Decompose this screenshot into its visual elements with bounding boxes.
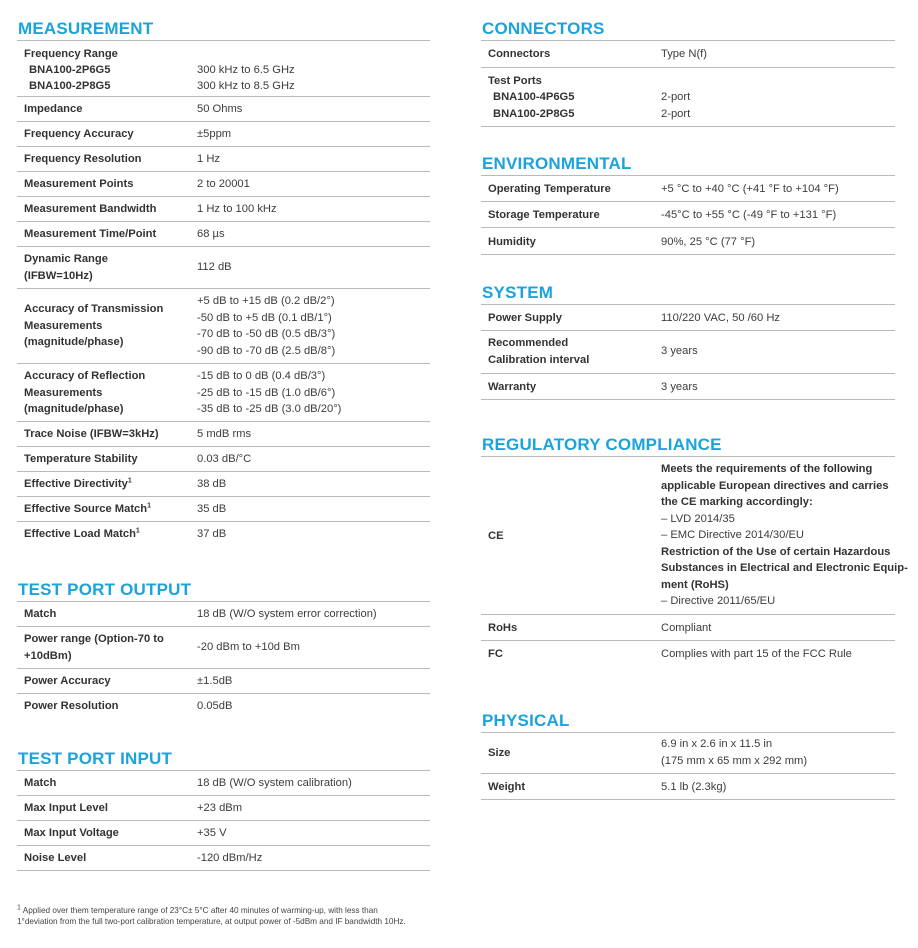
warranty-row bbox=[481, 374, 895, 400]
weight-value: 5.1 lb (2.3kg) bbox=[661, 781, 727, 793]
max-input-voltage-value: +35 V bbox=[197, 827, 227, 839]
temperature-stability-row bbox=[17, 447, 430, 472]
dynamic-range-label bbox=[24, 251, 108, 284]
footnote-marker: 1 bbox=[147, 502, 152, 510]
model-label: BNA100-2P8G5 bbox=[29, 80, 111, 92]
label-line: Recommended bbox=[488, 337, 569, 349]
trace-noise-label: Trace Noise (IFBW=3kHz) bbox=[24, 428, 159, 440]
label-line: +10dBm) bbox=[24, 649, 72, 662]
system-title: SYSTEM bbox=[481, 282, 895, 305]
calibration-interval-value: 3 years bbox=[661, 345, 698, 357]
dynamic-range-value: 112 dB bbox=[197, 261, 232, 273]
label-line: Measurements bbox=[24, 386, 103, 399]
transmission-accuracy-values bbox=[197, 293, 335, 359]
label-line: (IFBW=10Hz) bbox=[24, 269, 93, 282]
connectors-title: CONNECTORS bbox=[481, 18, 895, 41]
ce-row bbox=[481, 457, 908, 615]
model-value: 300 kHz to 8.5 GHz bbox=[197, 80, 295, 92]
effective-load-match-label bbox=[24, 526, 140, 543]
frequency-accuracy-label: Frequency Accuracy bbox=[24, 128, 134, 140]
weight-label: Weight bbox=[488, 781, 526, 793]
humidity-row bbox=[481, 228, 895, 255]
power-range-row bbox=[17, 627, 430, 669]
value-line: -90 dB to -70 dB (2.5 dB/8°) bbox=[197, 344, 336, 357]
measurement-points-value: 2 to 20001 bbox=[197, 178, 250, 190]
footnote bbox=[17, 906, 417, 927]
rohs-row bbox=[481, 615, 895, 641]
effective-load-match-row bbox=[17, 522, 430, 546]
footnote-text: Applied over them temperature range of 23°C± 5°C after 40 minutes of warming-up, with less than 1°deviation from the full two-port calibration temperature, at output power of -5dBm and IF bandwidth 10Hz. bbox=[17, 906, 406, 926]
ce-line: applicable European directives and carries bbox=[661, 479, 889, 492]
ce-label: CE bbox=[488, 530, 504, 542]
max-input-level-value: +23 dBm bbox=[197, 802, 243, 814]
frequency-resolution-row bbox=[17, 147, 430, 172]
calibration-interval-label bbox=[488, 335, 589, 368]
frequency-range-row bbox=[17, 41, 430, 97]
transmission-accuracy-label bbox=[24, 301, 163, 351]
connectors-row bbox=[481, 41, 895, 68]
power-range-label bbox=[24, 631, 164, 664]
power-supply-value: 110/220 VAC, 50 /60 Hz bbox=[661, 312, 780, 324]
trace-noise-value: 5 mdB rms bbox=[197, 428, 252, 440]
storage-temperature-row bbox=[481, 202, 895, 228]
impedance-row bbox=[17, 97, 430, 122]
ce-line: – Directive 2011/65/EU bbox=[661, 595, 776, 607]
system-section bbox=[481, 282, 895, 400]
label-text: Effective Directivity bbox=[24, 478, 128, 490]
noise-level-label: Noise Level bbox=[24, 852, 87, 864]
match-row bbox=[17, 771, 430, 796]
effective-directivity-label bbox=[24, 476, 132, 493]
label-line: (magnitude/phase) bbox=[24, 336, 124, 348]
rohs-value: Compliant bbox=[661, 622, 712, 634]
footnote-marker: 1 bbox=[135, 527, 140, 535]
label-text: Effective Source Match bbox=[24, 503, 148, 515]
label-line: Accuracy of Transmission bbox=[24, 303, 164, 315]
power-resolution-value: 0.05dB bbox=[197, 700, 233, 712]
max-input-voltage-label: Max Input Voltage bbox=[24, 827, 119, 839]
connectors-label: Connectors bbox=[488, 48, 551, 60]
ce-line: – LVD 2014/35 bbox=[661, 512, 735, 525]
fc-row bbox=[481, 641, 895, 666]
frequency-resolution-value: 1 Hz bbox=[197, 153, 221, 165]
frequency-resolution-label: Frequency Resolution bbox=[24, 153, 142, 165]
label-line: (magnitude/phase) bbox=[24, 403, 124, 415]
connectors-value: Type N(f) bbox=[661, 48, 708, 60]
value-line: -50 dB to +5 dB (0.1 dB/1°) bbox=[197, 311, 332, 324]
model-label: BNA100-2P6G5 bbox=[29, 64, 111, 76]
temperature-stability-value: 0.03 dB/°C bbox=[197, 453, 252, 465]
environmental-section bbox=[481, 153, 895, 255]
frequency-range-label: Frequency Range bbox=[24, 48, 118, 60]
measurement-section bbox=[17, 18, 430, 546]
match-value: 18 dB (W/O system error correction) bbox=[197, 608, 377, 620]
transmission-accuracy-row bbox=[17, 289, 430, 364]
test-ports-row bbox=[481, 68, 895, 127]
test-port-output-title: TEST PORT OUTPUT bbox=[17, 579, 430, 602]
humidity-value: 90%, 25 °C (77 °F) bbox=[661, 236, 756, 248]
impedance-label: Impedance bbox=[24, 103, 83, 115]
match-label: Match bbox=[24, 608, 57, 620]
label-line: Dynamic Range bbox=[24, 253, 108, 265]
measurement-points-row bbox=[17, 172, 430, 197]
effective-source-match-label bbox=[24, 501, 151, 518]
environmental-title: ENVIRONMENTAL bbox=[481, 153, 895, 176]
calibration-interval-row bbox=[481, 331, 895, 374]
operating-temperature-label: Operating Temperature bbox=[488, 183, 611, 195]
physical-title: PHYSICAL bbox=[481, 710, 895, 733]
temperature-stability-label: Temperature Stability bbox=[24, 453, 138, 465]
ce-line: ment (RoHS) bbox=[661, 578, 729, 591]
ce-line: Substances in Electrical and Electronic Equip- bbox=[661, 562, 908, 574]
effective-directivity-row bbox=[17, 472, 430, 497]
measurement-time-value: 68 µs bbox=[197, 228, 225, 240]
label-text: Effective Load Match bbox=[24, 528, 136, 540]
ce-line: Meets the requirements of the following bbox=[661, 463, 873, 475]
noise-level-value: -120 dBm/Hz bbox=[197, 852, 263, 864]
power-resolution-row bbox=[17, 694, 430, 718]
frequency-accuracy-row bbox=[17, 122, 430, 147]
max-input-level-label: Max Input Level bbox=[24, 802, 108, 814]
power-range-value: -20 dBm to +10d Bm bbox=[197, 641, 300, 653]
measurement-bandwidth-row bbox=[17, 197, 430, 222]
measurement-time-row bbox=[17, 222, 430, 247]
value-line: 6.9 in x 2.6 in x 11.5 in bbox=[661, 738, 773, 750]
size-label: Size bbox=[488, 747, 511, 759]
power-resolution-label: Power Resolution bbox=[24, 700, 119, 712]
footnote-marker: 1 bbox=[17, 904, 21, 912]
ce-line: the CE marking accordingly: bbox=[661, 496, 813, 508]
value-line: (175 mm x 65 mm x 292 mm) bbox=[661, 754, 808, 767]
regulatory-compliance-title: REGULATORY COMPLIANCE bbox=[481, 434, 895, 457]
value-line: +5 dB to +15 dB (0.2 dB/2°) bbox=[197, 295, 335, 307]
storage-temperature-value: -45°C to +55 °C (-49 °F to +131 °F) bbox=[661, 209, 837, 221]
label-line: Measurements bbox=[24, 319, 103, 332]
weight-row bbox=[481, 774, 895, 800]
test-port-output-section bbox=[17, 579, 430, 718]
power-supply-row bbox=[481, 305, 895, 331]
size-row bbox=[481, 733, 895, 774]
noise-level-row bbox=[17, 846, 430, 871]
ce-line: Restriction of the Use of certain Hazardous bbox=[661, 545, 891, 558]
storage-temperature-label: Storage Temperature bbox=[488, 209, 600, 221]
model-label: BNA100-2P8G5 bbox=[493, 108, 575, 120]
impedance-value: 50 Ohms bbox=[197, 103, 243, 115]
regulatory-compliance-section bbox=[481, 434, 908, 666]
test-port-input-section bbox=[17, 748, 430, 871]
frequency-accuracy-value: ±5ppm bbox=[197, 128, 232, 140]
test-ports-label: Test Ports bbox=[488, 75, 542, 87]
label-line: Accuracy of Reflection bbox=[24, 370, 146, 382]
power-accuracy-value: ±1.5dB bbox=[197, 675, 233, 687]
effective-source-match-row bbox=[17, 497, 430, 522]
effective-load-match-value: 37 dB bbox=[197, 528, 227, 540]
connectors-section bbox=[481, 18, 895, 127]
measurement-time-label: Measurement Time/Point bbox=[24, 228, 157, 240]
value-line: -35 dB to -25 dB (3.0 dB/20°) bbox=[197, 403, 342, 415]
reflection-accuracy-label bbox=[24, 368, 145, 418]
match-row bbox=[17, 602, 430, 627]
measurement-bandwidth-value: 1 Hz to 100 kHz bbox=[197, 203, 277, 215]
power-supply-label: Power Supply bbox=[488, 312, 562, 324]
effective-directivity-value: 38 dB bbox=[197, 478, 227, 490]
operating-temperature-row bbox=[481, 176, 895, 202]
physical-section bbox=[481, 710, 895, 800]
model-label: BNA100-4P6G5 bbox=[493, 91, 575, 103]
label-line: Power range (Option-70 to bbox=[24, 633, 164, 645]
model-value: 2-port bbox=[661, 108, 691, 120]
reflection-accuracy-row bbox=[17, 364, 430, 422]
footnote-marker: 1 bbox=[127, 477, 132, 485]
value-line: -25 dB to -15 dB (1.0 dB/6°) bbox=[197, 386, 336, 399]
humidity-label: Humidity bbox=[488, 236, 536, 248]
max-input-level-row bbox=[17, 796, 430, 821]
fc-label: FC bbox=[488, 648, 503, 660]
trace-noise-row bbox=[17, 422, 430, 447]
ce-requirements bbox=[661, 461, 908, 610]
fc-value: Complies with part 15 of the FCC Rule bbox=[661, 648, 852, 660]
max-input-voltage-row bbox=[17, 821, 430, 846]
measurement-bandwidth-label: Measurement Bandwidth bbox=[24, 203, 157, 215]
value-line: -15 dB to 0 dB (0.4 dB/3°) bbox=[197, 370, 326, 382]
power-accuracy-row bbox=[17, 669, 430, 694]
warranty-value: 3 years bbox=[661, 381, 698, 393]
reflection-accuracy-values bbox=[197, 368, 341, 418]
match-value: 18 dB (W/O system calibration) bbox=[197, 777, 352, 789]
measurement-points-label: Measurement Points bbox=[24, 178, 134, 190]
value-line: -70 dB to -50 dB (0.5 dB/3°) bbox=[197, 328, 336, 340]
dynamic-range-row bbox=[17, 247, 430, 289]
model-value: 2-port bbox=[661, 91, 691, 103]
match-label: Match bbox=[24, 777, 57, 789]
rohs-label: RoHs bbox=[488, 622, 518, 634]
power-accuracy-label: Power Accuracy bbox=[24, 675, 111, 687]
label-line: Calibration interval bbox=[488, 353, 590, 366]
ce-line: – EMC Directive 2014/30/EU bbox=[661, 529, 805, 541]
model-value: 300 kHz to 6.5 GHz bbox=[197, 64, 295, 76]
effective-source-match-value: 35 dB bbox=[197, 503, 227, 515]
warranty-label: Warranty bbox=[488, 381, 537, 393]
measurement-title: MEASUREMENT bbox=[17, 18, 430, 41]
size-value bbox=[661, 736, 807, 769]
test-port-input-title: TEST PORT INPUT bbox=[17, 748, 430, 771]
operating-temperature-value: +5 °C to +40 °C (+41 °F to +104 °F) bbox=[661, 183, 839, 195]
